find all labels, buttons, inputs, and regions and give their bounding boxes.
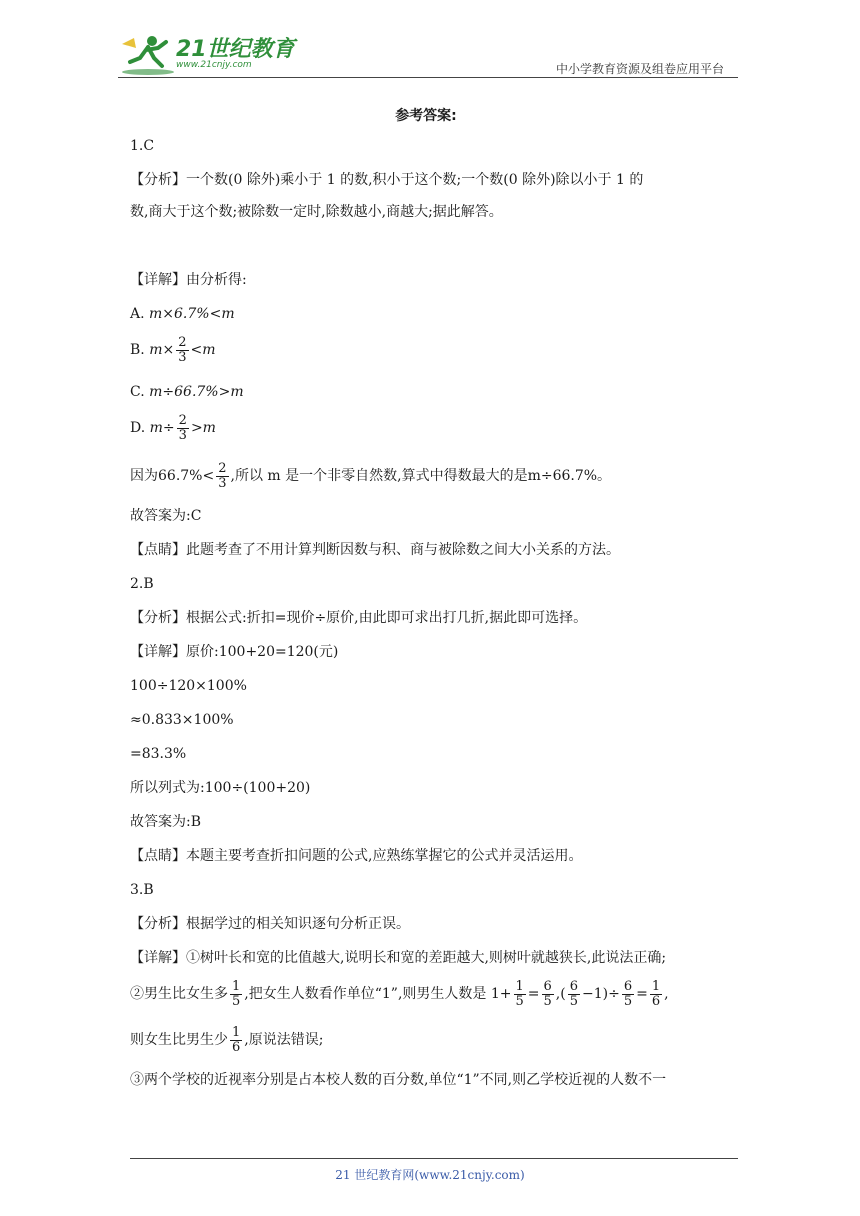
q3-l3-text-b: ,原说法错误; <box>244 1032 324 1048</box>
fraction-denominator: 5 <box>543 993 552 1009</box>
q3-number: 3.B <box>130 882 154 898</box>
q3-l2-fraction-5 <box>622 980 634 1009</box>
fraction-numerator: 1 <box>232 1024 241 1040</box>
fraction-denominator: 6 <box>232 1039 241 1055</box>
q1-option-d-fraction <box>177 414 189 443</box>
q2-step-3: =83.3% <box>130 746 187 762</box>
q3-detail-line2 <box>130 976 669 1012</box>
fraction-denominator: 3 <box>178 349 187 365</box>
header-platform-text: 中小学教育资源及组卷应用平台 <box>555 62 724 76</box>
fraction-denominator: 5 <box>569 993 578 1009</box>
page-title: 参考答案: <box>395 108 457 124</box>
q1-option-b-fraction <box>176 336 188 365</box>
fraction-numerator: 2 <box>218 460 227 476</box>
q3-l2-text-d: ,( <box>555 986 566 1002</box>
fraction-numerator: 6 <box>623 978 633 994</box>
q3-detail-line3 <box>130 1022 323 1058</box>
q1-option-b-prefix: B. <box>130 342 145 358</box>
q1-because-line <box>130 458 611 494</box>
q1-because-left: 因为66.7%< <box>130 468 215 484</box>
q1-option-a-prefix: A. <box>130 306 145 322</box>
q1-analysis-line1: 【分析】一个数(0 除外)乘小于 1 的数,积小于这个数;一个数(0 除外)除以小于 1 的 <box>130 172 644 188</box>
q3-l2-text-b: ,把女生人数看作单位“1”,则男生人数是 1+ <box>244 986 512 1002</box>
q1-analysis-line2: 数,商大于这个数;被除数一定时,除数越小,商越大;据此解答。 <box>130 204 503 220</box>
q3-l3-fraction <box>230 1026 242 1055</box>
q1-option-a-expr: m×6.7%<m <box>149 306 235 322</box>
q1-option-d-prefix: D. <box>130 420 146 436</box>
q1-number: 1.C <box>130 138 155 154</box>
q1-option-b-left: m× <box>149 342 175 358</box>
fraction-denominator: 5 <box>515 993 524 1009</box>
q1-option-d-right: >m <box>190 420 216 436</box>
q3-l2-text-a: ②男生比女生多 <box>130 986 228 1002</box>
fraction-numerator: 6 <box>569 978 578 994</box>
q3-detail-line1: 【详解】①树叶长和宽的比值越大,说明长和宽的差距越大,则树叶就越狭长,此说法正确; <box>130 950 667 966</box>
logo-url: www.21cnjy.com <box>176 60 252 70</box>
fraction-numerator: 2 <box>178 412 187 428</box>
q3-l2-fraction-1 <box>230 980 242 1009</box>
q2-number: 2.B <box>130 576 154 592</box>
fraction-numerator: 1 <box>232 978 241 994</box>
q1-comment: 【点睛】此题考查了不用计算判断因数与积、商与被除数之间大小关系的方法。 <box>130 542 620 558</box>
q3-l2-fraction-2 <box>514 980 526 1009</box>
q2-step-1: 100÷120×100% <box>130 678 247 694</box>
header-divider <box>118 77 738 78</box>
fraction-denominator: 5 <box>232 993 241 1009</box>
q3-l2-text-e: −1)÷ <box>582 986 620 1002</box>
q3-l2-fraction-4 <box>568 980 580 1009</box>
q3-l2-fraction-6 <box>650 980 662 1009</box>
q2-analysis: 【分析】根据公式:折扣=现价÷原价,由此即可求出打几折,据此即可选择。 <box>130 610 588 626</box>
q2-detail: 【详解】原价:100+20=120(元) <box>130 644 339 660</box>
site-logo <box>118 32 298 76</box>
q1-because-fraction <box>216 462 228 491</box>
q1-option-c-expr: m÷66.7%>m <box>149 384 244 400</box>
q3-l2-text-c: = <box>527 986 540 1002</box>
runner-logo-icon <box>118 32 174 76</box>
q1-answer: 故答案为:C <box>130 508 202 524</box>
logo-wordmark: 21世纪教育 <box>176 37 295 62</box>
page-footer: 21 世纪教育网(www.21cnjy.com) <box>335 1168 525 1182</box>
q3-l2-text-g: , <box>664 986 669 1002</box>
fraction-numerator: 6 <box>543 978 552 994</box>
fraction-denominator: 5 <box>623 993 633 1009</box>
fraction-denominator: 3 <box>178 427 187 443</box>
q3-analysis: 【分析】根据学过的相关知识逐句分析正误。 <box>130 916 410 932</box>
q2-comment: 【点睛】本题主要考查折扣问题的公式,应熟练掌握它的公式并灵活运用。 <box>130 848 583 864</box>
fraction-denominator: 3 <box>218 475 227 491</box>
q3-detail-line4: ③两个学校的近视率分别是占本校人数的百分数,单位“1”不同,则乙学校近视的人数不一 <box>130 1072 667 1088</box>
q1-option-b <box>130 332 216 368</box>
footer-divider <box>130 1158 738 1159</box>
page-header <box>118 28 738 78</box>
q1-option-d <box>130 410 216 446</box>
q1-detail-head: 【详解】由分析得: <box>130 272 247 288</box>
q2-formula: 所以列式为:100÷(100+20) <box>130 780 311 796</box>
q2-step-2: ≈0.833×100% <box>130 712 234 728</box>
q1-option-d-left: m÷ <box>149 420 175 436</box>
q3-l2-fraction-3 <box>542 980 554 1009</box>
fraction-numerator: 1 <box>515 978 524 994</box>
q2-answer: 故答案为:B <box>130 814 202 830</box>
fraction-numerator: 1 <box>651 978 661 994</box>
fraction-denominator: 6 <box>651 993 661 1009</box>
q3-l3-text-a: 则女生比男生少 <box>130 1032 228 1048</box>
q1-option-b-right: <m <box>190 342 216 358</box>
q3-l2-text-f: = <box>636 986 648 1002</box>
fraction-numerator: 2 <box>178 334 187 350</box>
q1-option-c-prefix: C. <box>130 384 145 400</box>
q1-option-c <box>130 382 244 402</box>
q1-because-right: ,所以 m 是一个非零自然数,算式中得数最大的是m÷66.7%。 <box>230 468 612 484</box>
q1-option-a <box>130 304 235 324</box>
